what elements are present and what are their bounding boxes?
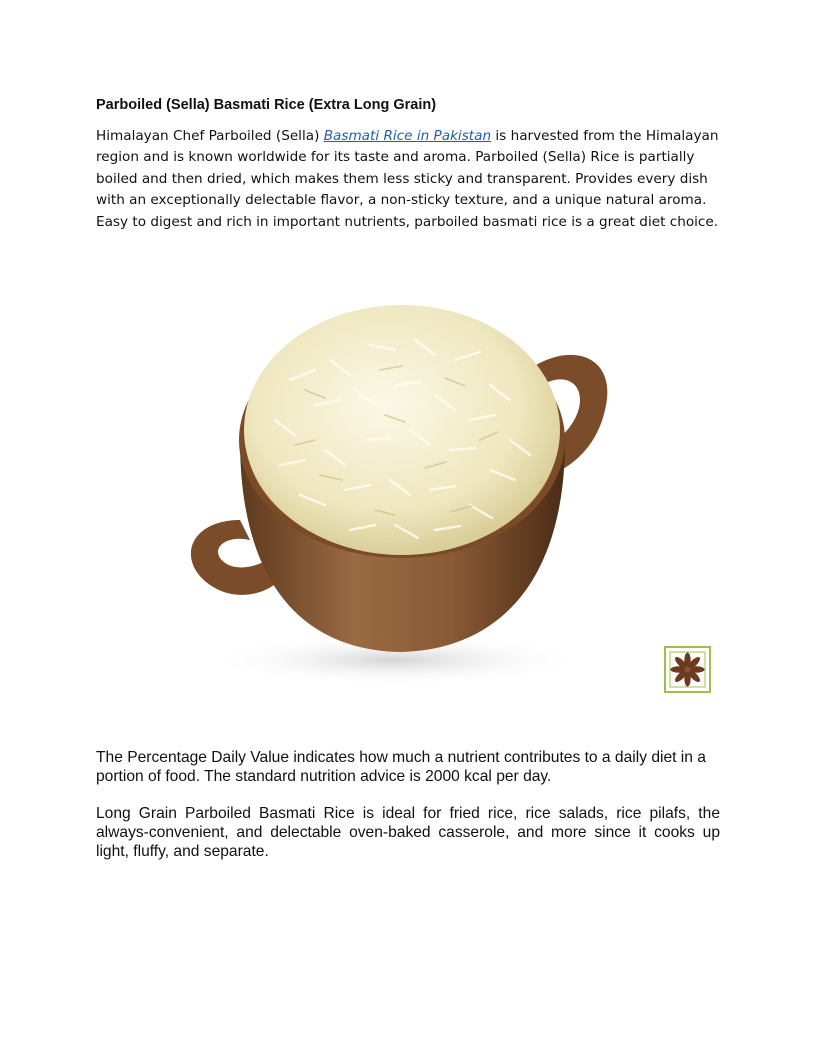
page-title: Parboiled (Sella) Basmati Rice (Extra Long Grain) [96, 97, 437, 113]
intro-text-end: is harvested from the Himalayan region and is known worldwide for its taste and aroma. Parboiled (Sella) Rice is partially boiled and then dried, which makes them less sticky and transparent. Provides every dish with an exceptionally delectable flavor, a non-sticky texture, and a unique natural aroma. Easy to digest and rich in important nutrients, parboiled basmati rice is a great diet choice. [96, 128, 719, 230]
rice-bowl-image [180, 290, 620, 690]
daily-value-paragraph: The Percentage Daily Value indicates how much a nutrient contributes to a daily diet in a portion of food. The standard nutrition advice is 2000 kcal per day. [96, 749, 706, 785]
basmati-rice-link[interactable]: Basmati Rice in Pakistan [323, 128, 492, 144]
usage-paragraph: Long Grain Parboiled Basmati Rice is ideal for fried rice, rice salads, rice pilafs, the always-convenient, and delectable oven-baked casserole, and more since it cooks up light, fluffy, and separate. [96, 805, 720, 860]
intro-text-start: Himalayan Chef Parboiled (Sella) [96, 128, 324, 144]
star-anise-icon [664, 646, 711, 693]
intro-paragraph [96, 126, 720, 233]
